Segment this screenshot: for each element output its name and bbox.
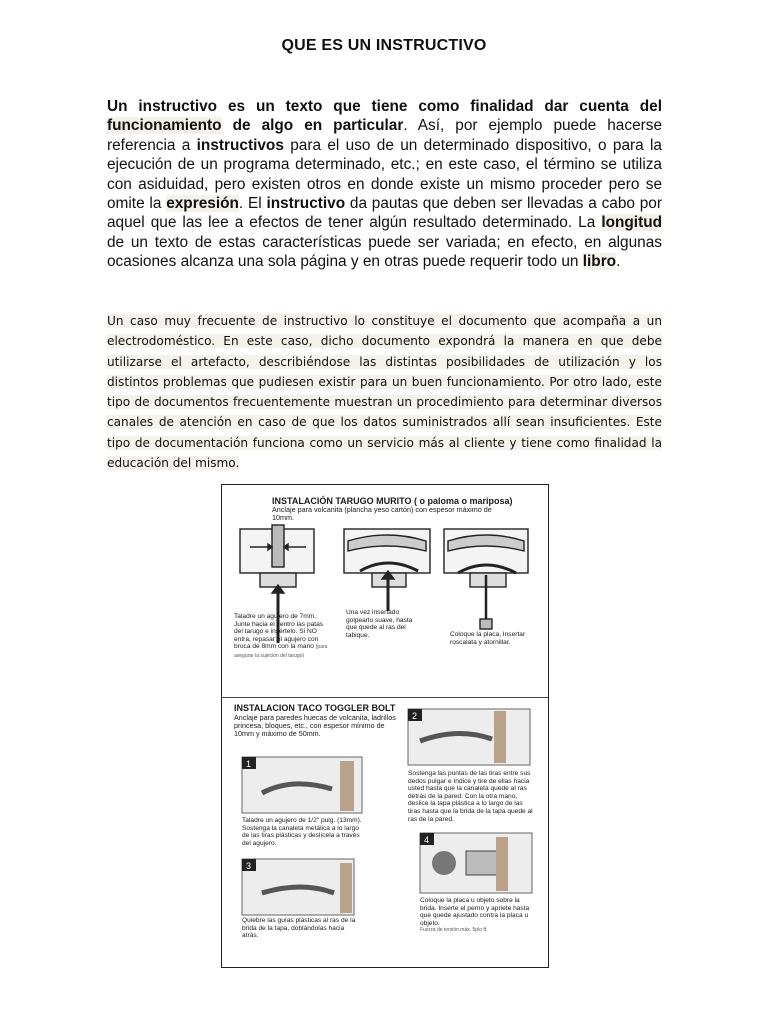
toggler-step2-drawing bbox=[408, 709, 530, 765]
caption1-small: (para asegurar la sujeción del tarugo) bbox=[234, 644, 328, 659]
paragraph-definition bbox=[107, 97, 662, 272]
p1-link-longitud[interactable]: longitud bbox=[601, 214, 663, 232]
figure-section1-caption2: Una vez insertado golpearlo suave, hasta que quede al ras del tabique. bbox=[346, 609, 413, 639]
figure-section2-caption1: Taladre un agujero de 1/2" pulg. (13mm). Sostenga la canaleta metálica a lo largo de las tiras plásticas y deslícela a través del agujero. bbox=[242, 817, 362, 847]
p1-link-libro[interactable]: libro bbox=[582, 253, 617, 271]
caption1-text: Taladre un agujero de 7mm. Junte hacia el centro las patas del tarugo e insértelo. Si NO entra, repasar el agujero con broca de 8mm con la mano bbox=[234, 613, 324, 651]
step3-number: 3 bbox=[246, 861, 252, 871]
figure-section1-caption3: Coloque la placa, Insertar roscalata y atornillar. bbox=[450, 631, 526, 646]
paragraph-example-text: Un caso muy frecuente de instructivo lo constituye el documento que acompaña a un electrodoméstico. En este caso, dicho documento expondrá la manera en que debe utilizarse el artefacto, describiéndose las distintas posibilidades de utilización y los distintos problemas que pudiesen existir para un buen funcionamiento. Por otro lado, este tipo de documentos frecuentemente muestran un procedimiento para determinar diversos canales de atención en caso de que los datos suministrados allí sean insuficientes. Este tipo de documentación funciona como un servicio más al cliente y tiene como finalidad la educación del mismo. bbox=[107, 314, 662, 471]
figure-section1-title: INSTALACIÓN TARUGO MURITO ( o paloma o mariposa) bbox=[272, 496, 513, 506]
figure-section2-caption2: Sostenga las puntas de las tiras entre sus dedos pulgar e índice y tire de ellas hacia usted hasta que la canaleta quede al ras detrás de la pared. Con la otra mano, deslice la tapa plástica a lo largo de las tiras hasta que la brida de la tapa quede al ras de la pared. bbox=[408, 770, 533, 823]
p1-text-f: . bbox=[616, 253, 621, 271]
figure-section2-caption4 bbox=[420, 897, 538, 935]
caption4-text: Coloque la placa u objeto sobre la brida. Inserte el perno y apriete hasta que quede ajustado contra la placa u objeto. bbox=[420, 897, 530, 927]
step2-number: 2 bbox=[412, 711, 418, 721]
p1-link-funcionamiento[interactable]: funcionamiento bbox=[107, 117, 222, 135]
p1-text-e: de un texto de estas características puede ser variada; en efecto, en algunas ocasiones alcanza una sola página y en otras puede requerir todo un bbox=[107, 233, 662, 271]
toggler-step3-drawing bbox=[242, 859, 354, 915]
p1-text-d: da pautas que deben ser llevadas a cabo por aquel que las lee a efectos de tener algún resultado determinado. La bbox=[107, 195, 662, 232]
toggler-step4-drawing bbox=[420, 833, 532, 893]
p1-link-instructivo[interactable]: instructivo bbox=[266, 195, 346, 213]
figure-section2-title: INSTALACION TACO TOGGLER BOLT bbox=[234, 703, 396, 713]
step1-number: 1 bbox=[246, 759, 252, 769]
p1-link-expresion[interactable]: expresión bbox=[166, 195, 239, 213]
anchor-step2-drawing bbox=[344, 529, 430, 611]
p1-text-b: para el uso de un determinado dispositivo, o para la ejecución de un programa determinado, etc.; en este caso, el término se utiliza con asiduidad, pero existen otros en donde existe un mismo proceder pero se omite la bbox=[107, 136, 662, 213]
step4-number: 4 bbox=[424, 835, 430, 845]
p1-bold-particular: de algo en particular bbox=[232, 117, 404, 135]
figure-section1-caption1 bbox=[234, 613, 330, 661]
figure-section1-subtitle: Anclaje para volcanita (plancha yeso cartón) con espesor máximo de 10mm. bbox=[272, 505, 492, 522]
anchor-step3-drawing bbox=[444, 529, 528, 629]
paragraph-example bbox=[107, 311, 662, 473]
p1-text-c: . El bbox=[238, 195, 262, 213]
p1-text-a: . Así, por ejemplo puede hacerse referencia a bbox=[107, 117, 663, 154]
figure-section2-subtitle: Anclaje para paredes huecas de volcanita, ladrillos princesa, bloques, etc., con espesor mínimo de 10mm y máximo de 50mm. bbox=[234, 713, 396, 738]
figure-section2-caption3: Quiebre las guías plásticas al ras de la brida de la tapa, doblándolas hacia atrás. bbox=[242, 917, 356, 940]
p1-bold-intro: Un instructivo es un texto que tiene como finalidad dar cuenta del bbox=[107, 98, 662, 115]
instruction-figure bbox=[221, 484, 549, 968]
document-title: QUE ES UN INSTRUCTIVO bbox=[281, 37, 487, 54]
caption4-small: Fuerza de torsión máx. 5plo ft. bbox=[420, 927, 488, 934]
toggler-step1-drawing bbox=[242, 757, 362, 813]
p1-link-instructivos[interactable]: instructivos bbox=[196, 136, 284, 154]
